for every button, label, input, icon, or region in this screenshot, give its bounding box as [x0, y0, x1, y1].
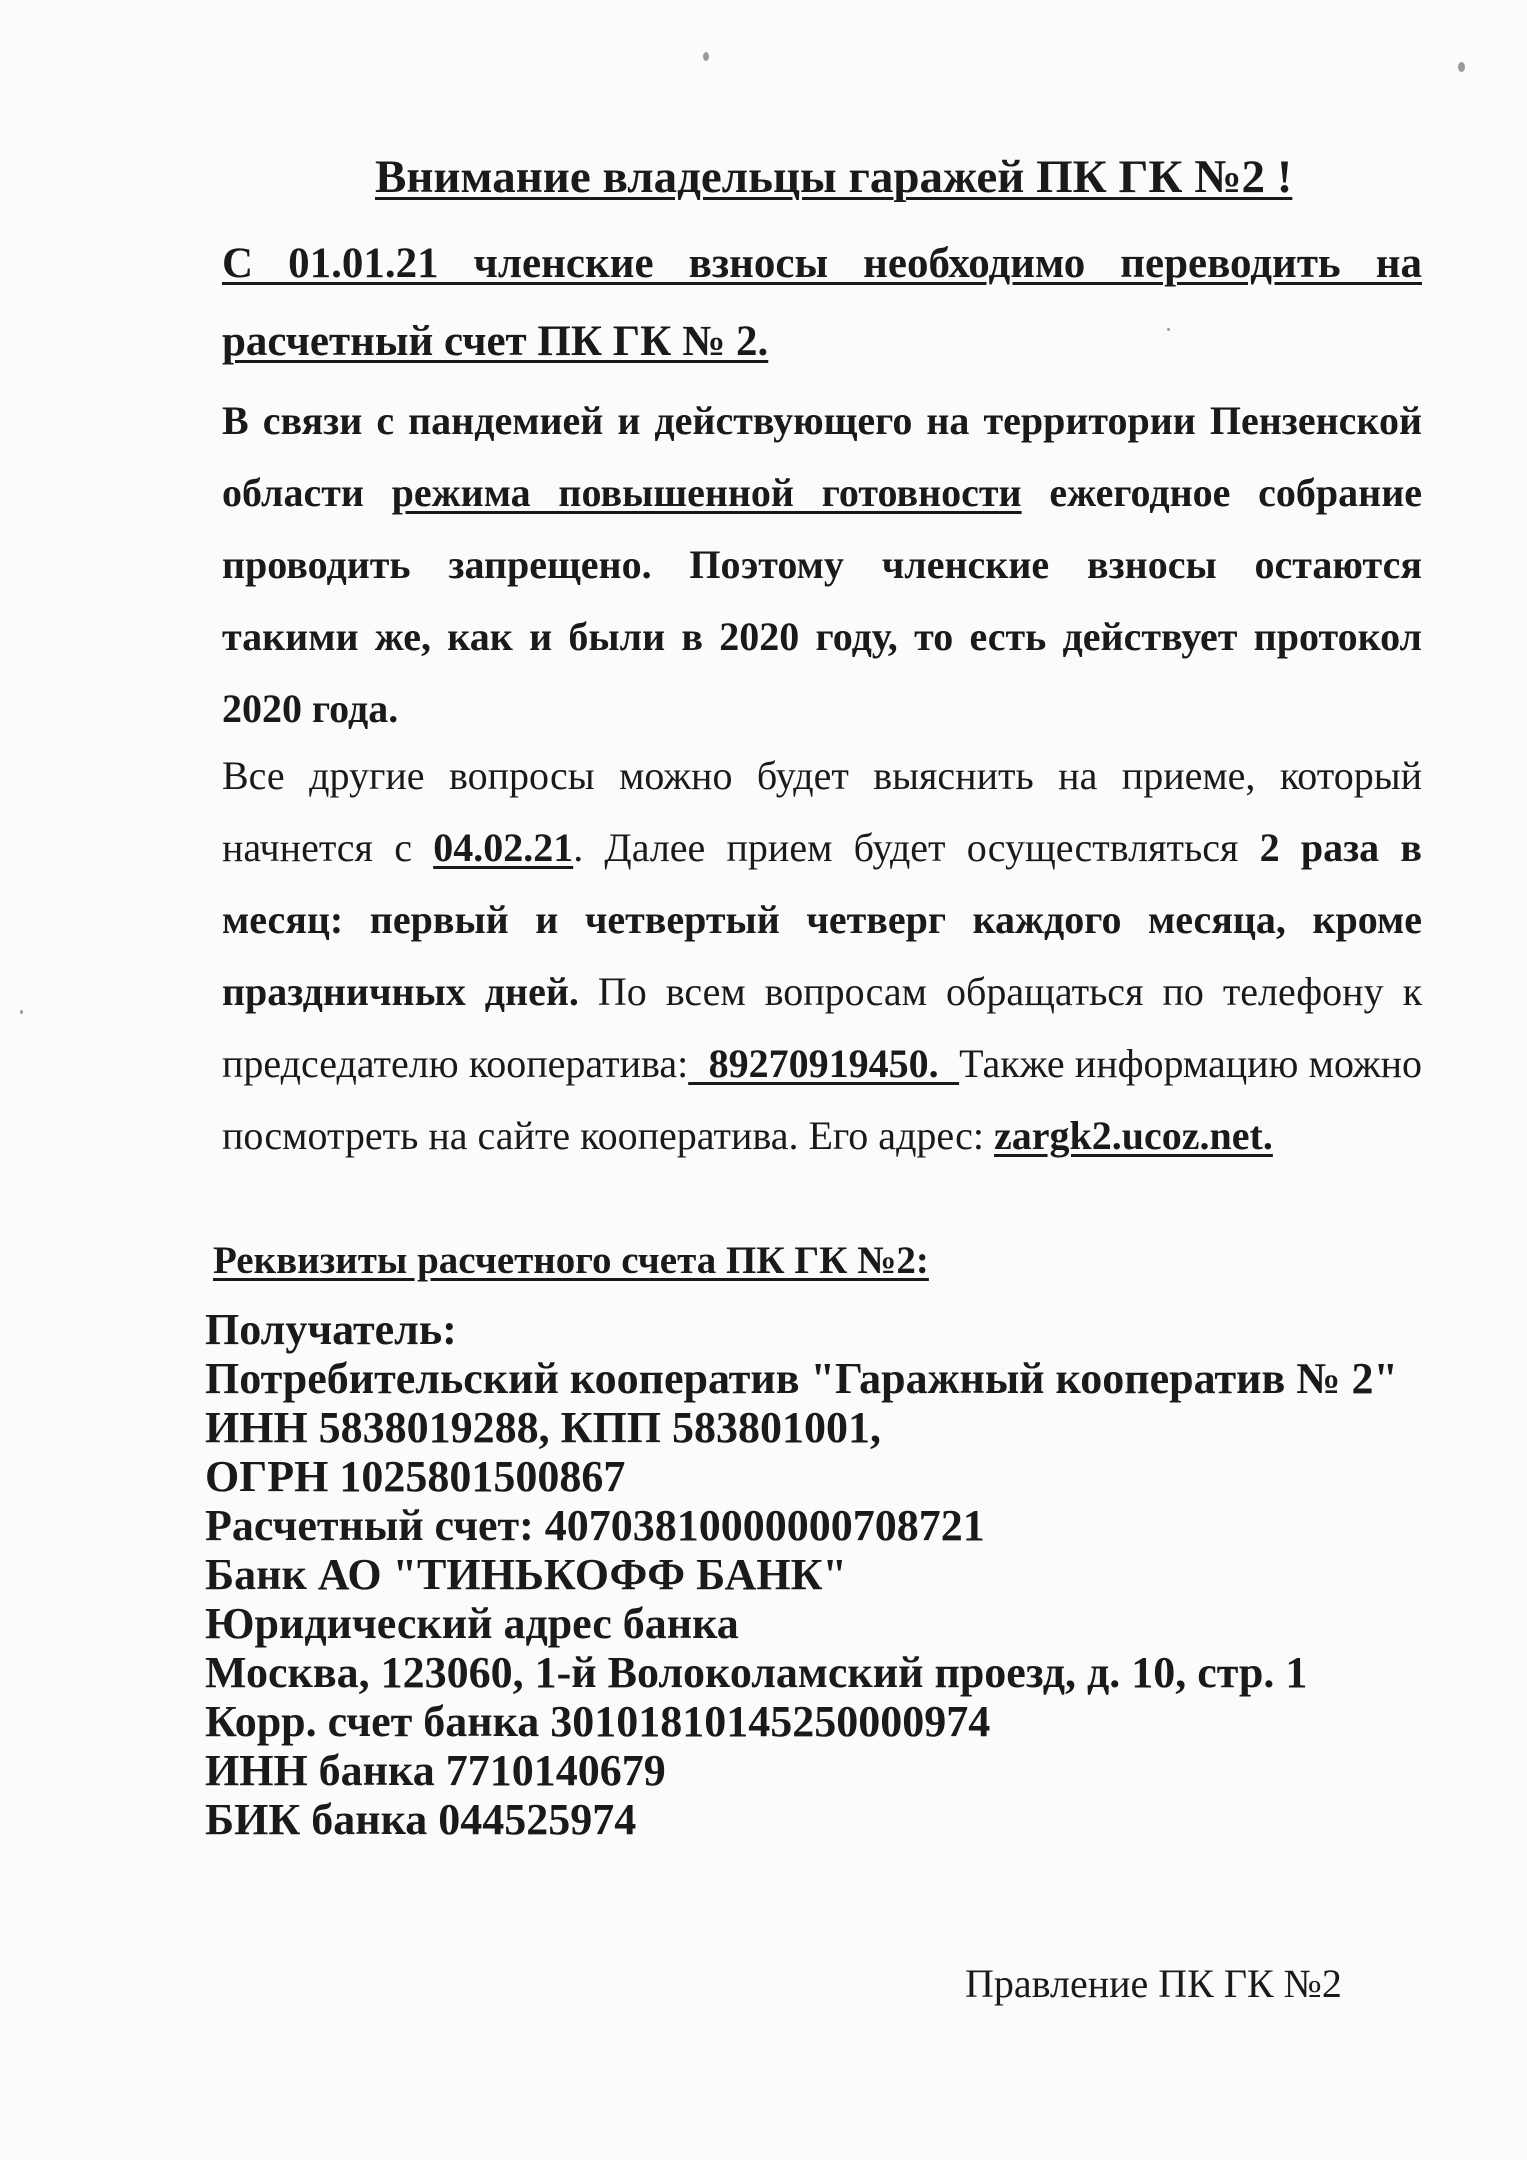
bank-bik: БИК банка 044525974	[205, 1795, 637, 1844]
reception-text-2: . Далее прием будет осуществляться	[573, 825, 1260, 870]
bank-inn: ИНН банка 7710140679	[205, 1746, 666, 1795]
reception-start-date: 04.02.21	[433, 825, 574, 870]
scan-speck	[703, 52, 709, 61]
correspondent-account: Корр. счет банка 30101810145250000974	[205, 1697, 991, 1746]
bank-name: Банк АО "ТИНЬКОФФ БАНК"	[205, 1550, 847, 1599]
bank-address: Москва, 123060, 1-й Волоколамский проезд, д. 10, стр. 1	[205, 1648, 1308, 1697]
recipient-label: Получатель:	[205, 1305, 457, 1354]
scan-speck	[1458, 62, 1465, 72]
payment-notice: С 01.01.21 членские взносы необходимо переводить на расчетный счет ПК ГК № 2.	[222, 240, 1422, 365]
reception-paragraph	[222, 740, 1422, 1172]
chairman-phone: 89270919450.	[688, 1041, 960, 1086]
requisites-heading: Реквизиты расчетного счета ПК ГК №2:	[213, 1239, 929, 1282]
pandemic-paragraph	[222, 385, 1422, 745]
requisites-list	[205, 1305, 1425, 1844]
signature: Правление ПК ГК №2	[965, 1961, 1342, 2006]
alert-regime-emphasis: режима повышенной готовности	[391, 470, 1022, 515]
inn-kpp: ИНН 5838019288, КПП 583801001,	[205, 1403, 882, 1452]
reception-text-4: Также информацию можно посмотреть на сайте кооператива. Его адрес:	[222, 1041, 1422, 1158]
reception-schedule: 2 раза в месяц: первый и четвертый четверг каждого месяца, кроме праздничных дней.	[222, 825, 1423, 1014]
settlement-account: Расчетный счет: 40703810000000708721	[205, 1501, 985, 1550]
ogrn: ОГРН 1025801500867	[205, 1452, 626, 1501]
reception-text-1: Все другие вопросы можно будет выяснить на приеме, который начнется с	[222, 753, 1422, 870]
recipient-name: Потребительский кооператив "Гаражный кооператив № 2"	[205, 1354, 1398, 1403]
pandemic-text-start: В связи с пандемией и действующего на территории Пензенской области	[222, 398, 1422, 515]
bank-address-label: Юридический адрес банка	[205, 1599, 739, 1648]
cooperative-website: zargk2.ucoz.net.	[994, 1113, 1273, 1158]
pandemic-text-end: ежегодное собрание проводить запрещено. Поэтому членские взносы остаются такими же, как и были в 2020 году, то есть действует протокол 2020 года.	[222, 470, 1422, 731]
scan-speck	[20, 1010, 23, 1014]
reception-text-3: По всем вопросам обращаться по телефону к председателю кооператива:	[222, 969, 1422, 1086]
page-title: Внимание владельцы гаражей ПК ГК №2 !	[375, 151, 1293, 203]
